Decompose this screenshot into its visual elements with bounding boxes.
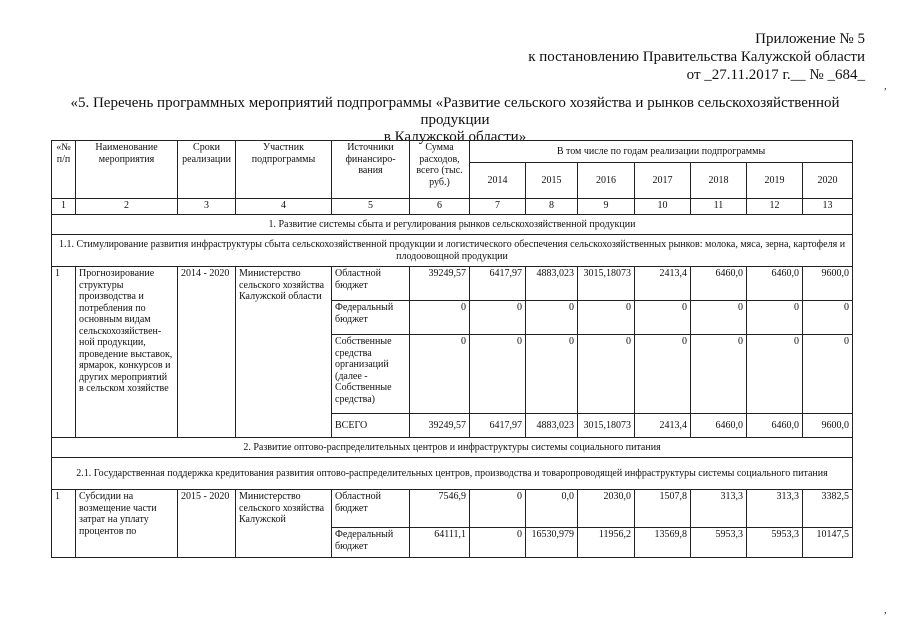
- sum-cell: 64111,1: [410, 528, 470, 558]
- year-cell: 4883,023: [526, 414, 578, 438]
- subsection-2-1-title: 2.1. Государственная поддержка кредитования развития оптово-распределительных центров, производства и товаропроводящей инфраструктуры системы социального питания: [52, 458, 853, 490]
- table-row: [52, 267, 853, 301]
- year-2018: 2018: [691, 163, 747, 199]
- year-cell: 313,3: [691, 490, 747, 528]
- col-number: 1: [52, 199, 76, 215]
- funding-source-total: ВСЕГО: [332, 414, 410, 438]
- item-terms: 2015 - 2020: [178, 490, 236, 558]
- year-cell: 0: [635, 301, 691, 335]
- subsection-row: [52, 235, 853, 267]
- year-cell: 2413,4: [635, 414, 691, 438]
- subsection-1-1-title: 1.1. Стимулирование развития инфраструктуры сбыта сельскохозяйственной продукции и логистического обеспечения сельскохозяйственных рынков: молока, мяса, зерна, картофеля и плодоовощной продукции: [52, 235, 853, 267]
- year-cell: 6417,97: [470, 267, 526, 301]
- year-2019: 2019: [747, 163, 803, 199]
- year-cell: 0: [470, 335, 526, 414]
- table-row: [52, 490, 853, 528]
- year-cell: 0: [691, 335, 747, 414]
- year-cell: 9600,0: [803, 414, 853, 438]
- title-line-1: «5. Перечень программных мероприятий подпрограммы «Развитие сельского хозяйства и рынков сельскохозяйственной продукции: [70, 95, 840, 128]
- scan-mark: ,: [884, 604, 887, 616]
- year-cell: 3015,18073: [578, 267, 635, 301]
- table-header-row: [52, 141, 853, 163]
- col-number: 6: [410, 199, 470, 215]
- item-participant: Министерство сельского хозяйства Калужской области: [236, 267, 332, 438]
- item-terms: 2014 - 2020: [178, 267, 236, 438]
- year-cell: 2413,4: [635, 267, 691, 301]
- appendix-number: Приложение № 5: [755, 31, 865, 47]
- funding-source: Федеральный бюджет: [332, 301, 410, 335]
- appendix-header: [528, 30, 865, 84]
- year-2015: 2015: [526, 163, 578, 199]
- year-cell: 16530,979: [526, 528, 578, 558]
- year-cell: 2030,0: [578, 490, 635, 528]
- decree-reference: к постановлению Правительства Калужской области: [528, 49, 865, 65]
- funding-source: Федеральный бюджет: [332, 528, 410, 558]
- year-cell: 6460,0: [747, 267, 803, 301]
- sum-cell: 39249,57: [410, 414, 470, 438]
- year-cell: 0: [747, 301, 803, 335]
- year-cell: 0,0: [526, 490, 578, 528]
- subsection-row: [52, 458, 853, 490]
- year-2020: 2020: [803, 163, 853, 199]
- header-by-years: В том числе по годам реализации подпрограммы: [470, 141, 853, 163]
- item-name: Субсидии на возмещение части затрат на уплату процентов по: [76, 490, 178, 558]
- item-participant: Министерство сельского хозяйства Калужской: [236, 490, 332, 558]
- year-cell: 4883,023: [526, 267, 578, 301]
- column-numbers-row: [52, 199, 853, 215]
- item-num: 1: [52, 267, 76, 438]
- year-cell: 0: [578, 335, 635, 414]
- sum-cell: 0: [410, 301, 470, 335]
- section-2-title: 2. Развитие оптово-распределительных центров и инфраструктуры системы социального питания: [52, 438, 853, 458]
- col-number: 8: [526, 199, 578, 215]
- col-number: 4: [236, 199, 332, 215]
- year-cell: 0: [635, 335, 691, 414]
- document-title: [40, 95, 870, 146]
- year-2016: 2016: [578, 163, 635, 199]
- year-cell: 0: [526, 301, 578, 335]
- year-cell: 10147,5: [803, 528, 853, 558]
- year-cell: 6460,0: [691, 414, 747, 438]
- col-number: 12: [747, 199, 803, 215]
- col-number: 9: [578, 199, 635, 215]
- col-number: 11: [691, 199, 747, 215]
- section-row: [52, 215, 853, 235]
- year-cell: 0: [470, 301, 526, 335]
- year-cell: 313,3: [747, 490, 803, 528]
- year-cell: 3015,18073: [578, 414, 635, 438]
- year-cell: 6417,97: [470, 414, 526, 438]
- col-number: 10: [635, 199, 691, 215]
- year-2017: 2017: [635, 163, 691, 199]
- year-2014: 2014: [470, 163, 526, 199]
- year-cell: 11956,2: [578, 528, 635, 558]
- col-number: 2: [76, 199, 178, 215]
- scan-mark: ,: [884, 80, 887, 92]
- year-cell: 5953,3: [691, 528, 747, 558]
- year-cell: 6460,0: [691, 267, 747, 301]
- funding-source: Областной бюджет: [332, 490, 410, 528]
- col-number: 5: [332, 199, 410, 215]
- section-1-title: 1. Развитие системы сбыта и регулирования рынков сельскохозяйственной продукции: [52, 215, 853, 235]
- measures-table: [51, 140, 853, 558]
- header-num: «№ п/п: [52, 141, 76, 199]
- funding-source: Областной бюджет: [332, 267, 410, 301]
- year-cell: 1507,8: [635, 490, 691, 528]
- year-cell: 13569,8: [635, 528, 691, 558]
- item-name: Прогнозирование структуры производства и потребления по основным видам сельскохозяйствен-ной продукции, проведение выставок, ярмарок, конкурсов и других мероприятий в сельском хозяйстве: [76, 267, 178, 438]
- sum-cell: 0: [410, 335, 470, 414]
- col-number: 7: [470, 199, 526, 215]
- year-cell: 3382,5: [803, 490, 853, 528]
- sum-cell: 39249,57: [410, 267, 470, 301]
- year-cell: 0: [470, 528, 526, 558]
- year-cell: 9600,0: [803, 267, 853, 301]
- year-cell: 6460,0: [747, 414, 803, 438]
- sum-cell: 7546,9: [410, 490, 470, 528]
- year-cell: 5953,3: [747, 528, 803, 558]
- decree-date: от _27.11.2017 г.__ № _684_: [686, 67, 865, 83]
- item-num: 1: [52, 490, 76, 558]
- year-cell: 0: [803, 335, 853, 414]
- title-line-2: в Калужской области»: [383, 129, 527, 145]
- header-name: Наименование мероприятия: [76, 141, 178, 199]
- year-cell: 0: [803, 301, 853, 335]
- col-number: 13: [803, 199, 853, 215]
- col-number: 3: [178, 199, 236, 215]
- year-cell: 0: [470, 490, 526, 528]
- year-cell: 0: [578, 301, 635, 335]
- year-cell: 0: [691, 301, 747, 335]
- year-cell: 0: [747, 335, 803, 414]
- header-sources: Источники финансиро-вания: [332, 141, 410, 199]
- year-cell: 0: [526, 335, 578, 414]
- funding-source: Собственные средства организаций (далее - Собственные средства): [332, 335, 410, 414]
- section-row: [52, 438, 853, 458]
- header-participant: Участник подпрограммы: [236, 141, 332, 199]
- header-terms: Сроки реализации: [178, 141, 236, 199]
- header-sum: Сумма расходов, всего (тыс. руб.): [410, 141, 470, 199]
